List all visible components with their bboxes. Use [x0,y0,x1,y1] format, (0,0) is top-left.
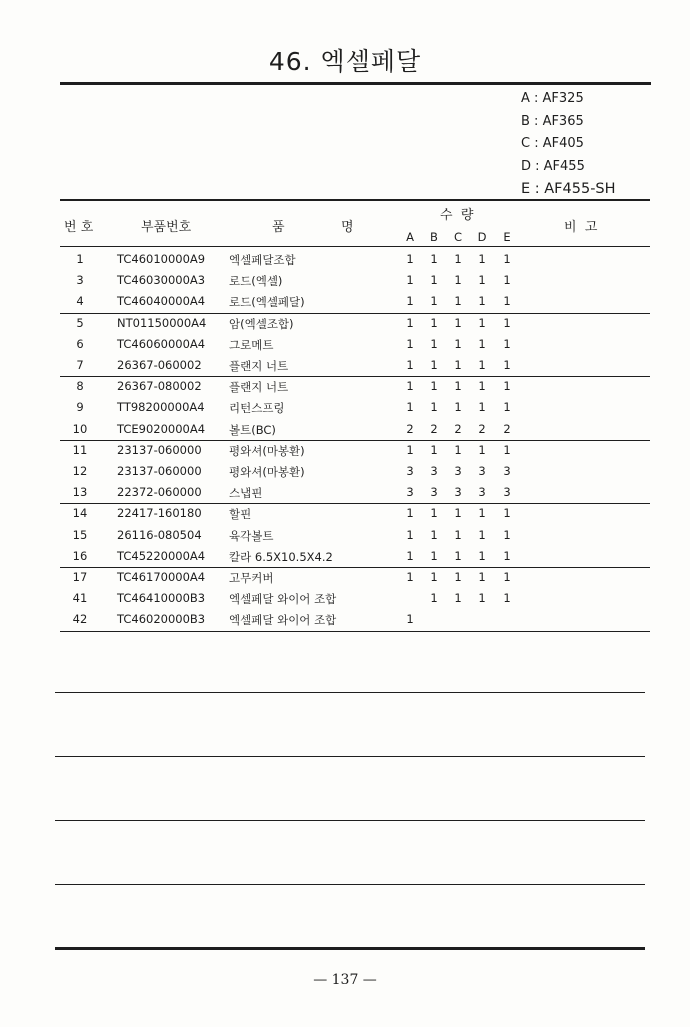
row-number: 3 [76,273,84,288]
table-row [0,524,690,545]
qty-col-d: D [477,230,487,244]
quantity-cell: 1 [503,527,511,542]
model-d: D : AF455 [521,158,585,174]
quantity-cell: 3 [478,485,486,500]
row-number: 1 [76,252,84,266]
quantity-cell: 1 [503,252,511,266]
row-number: 4 [76,294,84,309]
quantity-cell: 1 [454,591,462,606]
blank-line-2 [55,756,645,757]
row-number: 11 [72,442,88,457]
row-number: 16 [72,548,88,563]
quantity-cell: 1 [430,336,438,351]
bottom-rule [55,947,645,950]
table-row [0,566,690,587]
quantity-cell: 1 [478,294,486,309]
quantity-cell: 1 [430,400,438,415]
table-row [0,375,690,396]
part-number: TC46040000A4 [117,294,206,309]
quantity-cell: 3 [454,485,462,500]
row-number: 42 [72,612,88,627]
row-number: 13 [72,485,88,500]
quantity-cell: 1 [406,570,414,584]
table-row [0,354,690,375]
part-name: 엑셀페달 와이어 조합 [229,592,337,607]
quantity-cell: 1 [430,570,438,584]
part-name: 칼라 6.5X10.5X4.2 [229,549,333,564]
quantity-cell: 1 [406,548,414,563]
row-number: 12 [72,464,88,478]
model-e: E : AF455-SH [521,181,616,198]
table-row [0,290,690,311]
quantity-cell: 1 [406,379,414,394]
part-name: 암(엑셀조합) [229,316,294,331]
table-row [0,460,690,481]
quantity-cell: 1 [454,442,462,457]
quantity-cell: 1 [503,548,511,563]
quantity-cell: 1 [454,548,462,563]
quantity-cell: 1 [454,273,462,288]
quantity-cell: 1 [454,358,462,372]
blank-line-3 [55,820,645,821]
model-a: A : AF325 [521,91,584,106]
quantity-cell: 1 [503,336,511,351]
quantity-cell: 1 [478,315,486,330]
part-number: 22417-160180 [117,506,202,521]
quantity-cell: 1 [406,273,414,288]
part-number: 26367-060002 [117,358,202,372]
quantity-cell: 1 [430,442,438,457]
quantity-cell: 1 [478,548,486,563]
quantity-cell: 1 [454,336,462,351]
part-number: TCE9020000A4 [117,421,206,436]
part-number: TC46030000A3 [117,273,206,288]
part-number: TC46170000A4 [117,570,206,584]
quantity-cell: 1 [430,591,438,606]
part-name: 엑셀페달 와이어 조합 [229,613,337,628]
row-number: 41 [72,591,88,606]
table-row [0,481,690,502]
quantity-cell: 1 [430,506,438,521]
quantity-cell: 1 [406,400,414,415]
quantity-cell: 1 [406,506,414,521]
quantity-cell: 1 [503,273,511,288]
row-number: 15 [72,527,88,542]
page-title: 46. 엑셀페달 [268,47,422,76]
part-number: TC46020000B3 [117,612,206,627]
part-number: 23137-060000 [117,442,202,457]
quantity-cell: 1 [503,570,511,584]
header-qty: 수 량 [440,208,474,223]
part-name: 평와셔(마봉환) [229,465,305,479]
quantity-cell: 1 [454,506,462,521]
table-row [0,608,690,629]
quantity-cell: 1 [478,506,486,521]
quantity-cell: 1 [478,400,486,415]
table-row [0,502,690,523]
header-name-2: 명 [341,220,354,235]
quantity-cell: 2 [478,421,486,436]
quantity-cell: 3 [454,464,462,478]
quantity-cell: 1 [478,252,486,266]
row-number: 7 [76,358,84,372]
quantity-cell: 1 [503,358,511,372]
part-number: 26367-080002 [117,379,202,394]
quantity-cell: 1 [478,527,486,542]
quantity-cell: 1 [406,612,414,627]
quantity-cell: 2 [454,421,462,436]
group-divider [60,631,650,632]
quantity-cell: 1 [478,336,486,351]
table-row [0,269,690,290]
quantity-cell: 1 [503,442,511,457]
quantity-cell: 1 [430,548,438,563]
part-number: TT98200000A4 [117,400,205,415]
part-name: 스냅핀 [229,486,263,501]
quantity-cell: 1 [503,591,511,606]
quantity-cell: 2 [406,421,414,436]
quantity-cell: 1 [454,294,462,309]
quantity-cell: 1 [454,315,462,330]
quantity-cell: 1 [430,294,438,309]
quantity-cell: 1 [454,379,462,394]
quantity-cell: 1 [503,400,511,415]
quantity-cell: 1 [430,273,438,288]
part-name: 할핀 [229,507,252,522]
part-number: 23137-060000 [117,464,202,478]
header-no: 번 호 [64,220,94,235]
part-name: 그로메트 [229,337,274,352]
quantity-cell: 1 [430,315,438,330]
quantity-cell: 1 [478,273,486,288]
table-row [0,312,690,333]
row-number: 6 [76,336,84,351]
quantity-cell: 1 [478,358,486,372]
row-number: 14 [72,506,88,521]
blank-line-4 [55,884,645,885]
row-number: 8 [76,379,84,394]
quantity-cell: 1 [503,379,511,394]
table-row [0,418,690,439]
table-top-rule [60,199,650,201]
part-number: TC46410000B3 [117,591,206,606]
table-row [0,248,690,269]
quantity-cell: 3 [503,464,511,478]
quantity-cell: 1 [478,591,486,606]
page-number: — 137 — [313,972,377,988]
quantity-cell: 2 [430,421,438,436]
quantity-cell: 3 [430,464,438,478]
title-rule [60,82,651,85]
table-row [0,439,690,460]
row-number: 10 [72,421,88,436]
quantity-cell: 1 [478,379,486,394]
header-rule [60,246,650,247]
part-number: 22372-060000 [117,485,202,500]
part-name: 플랜지 너트 [229,380,289,395]
quantity-cell: 1 [406,294,414,309]
quantity-cell: 1 [503,315,511,330]
quantity-cell: 1 [430,379,438,394]
part-number: 26116-080504 [117,527,202,542]
quantity-cell: 1 [454,570,462,584]
part-name: 플랜지 너트 [229,359,289,373]
quantity-cell: 1 [406,315,414,330]
part-number: NT01150000A4 [117,315,207,330]
quantity-cell: 3 [478,464,486,478]
header-note: 비 고 [564,220,598,235]
table-row [0,587,690,608]
quantity-cell: 1 [430,358,438,372]
quantity-cell: 1 [430,527,438,542]
header-name-1: 품 [272,220,285,235]
quantity-cell: 2 [503,421,511,436]
blank-line-1 [55,692,645,693]
quantity-cell: 1 [478,442,486,457]
quantity-cell: 1 [478,570,486,584]
qty-col-e: E [503,230,511,244]
quantity-cell: 1 [406,442,414,457]
quantity-cell: 1 [430,252,438,266]
part-name: 리턴스프링 [229,401,285,416]
quantity-cell: 1 [503,294,511,309]
table-row [0,333,690,354]
quantity-cell: 3 [503,485,511,500]
part-name: 육각볼트 [229,528,274,543]
table-row [0,396,690,417]
quantity-cell: 1 [406,252,414,266]
part-name: 로드(엑셀페달) [229,295,305,310]
row-number: 17 [72,570,88,584]
qty-col-a: A [406,230,414,244]
quantity-cell: 1 [454,252,462,266]
model-b: B : AF365 [521,113,584,129]
qty-col-c: C [453,230,463,244]
header-part-no: 부품번호 [141,220,192,235]
qty-col-b: B [430,230,438,244]
quantity-cell: 3 [430,485,438,500]
quantity-cell: 1 [454,527,462,542]
part-name: 평와셔(마봉환) [229,443,305,458]
table-row [0,545,690,566]
model-c: C : AF405 [521,136,584,152]
model-legend [521,88,616,201]
part-name: 고무커버 [229,571,274,585]
quantity-cell: 3 [406,485,414,500]
row-number: 9 [76,400,84,415]
part-name: 엑셀페달조합 [229,253,296,267]
quantity-cell: 1 [406,358,414,372]
quantity-cell: 1 [406,527,414,542]
row-number: 5 [76,315,84,330]
part-number: TC45220000A4 [117,548,206,563]
part-name: 볼트(BC) [229,422,276,437]
part-number: TC46060000A4 [117,336,206,351]
quantity-cell: 3 [406,464,414,478]
part-name: 로드(엑셀) [229,274,283,289]
quantity-cell: 1 [406,336,414,351]
quantity-cell: 1 [454,400,462,415]
quantity-cell: 1 [503,506,511,521]
part-number: TC46010000A9 [117,252,206,266]
